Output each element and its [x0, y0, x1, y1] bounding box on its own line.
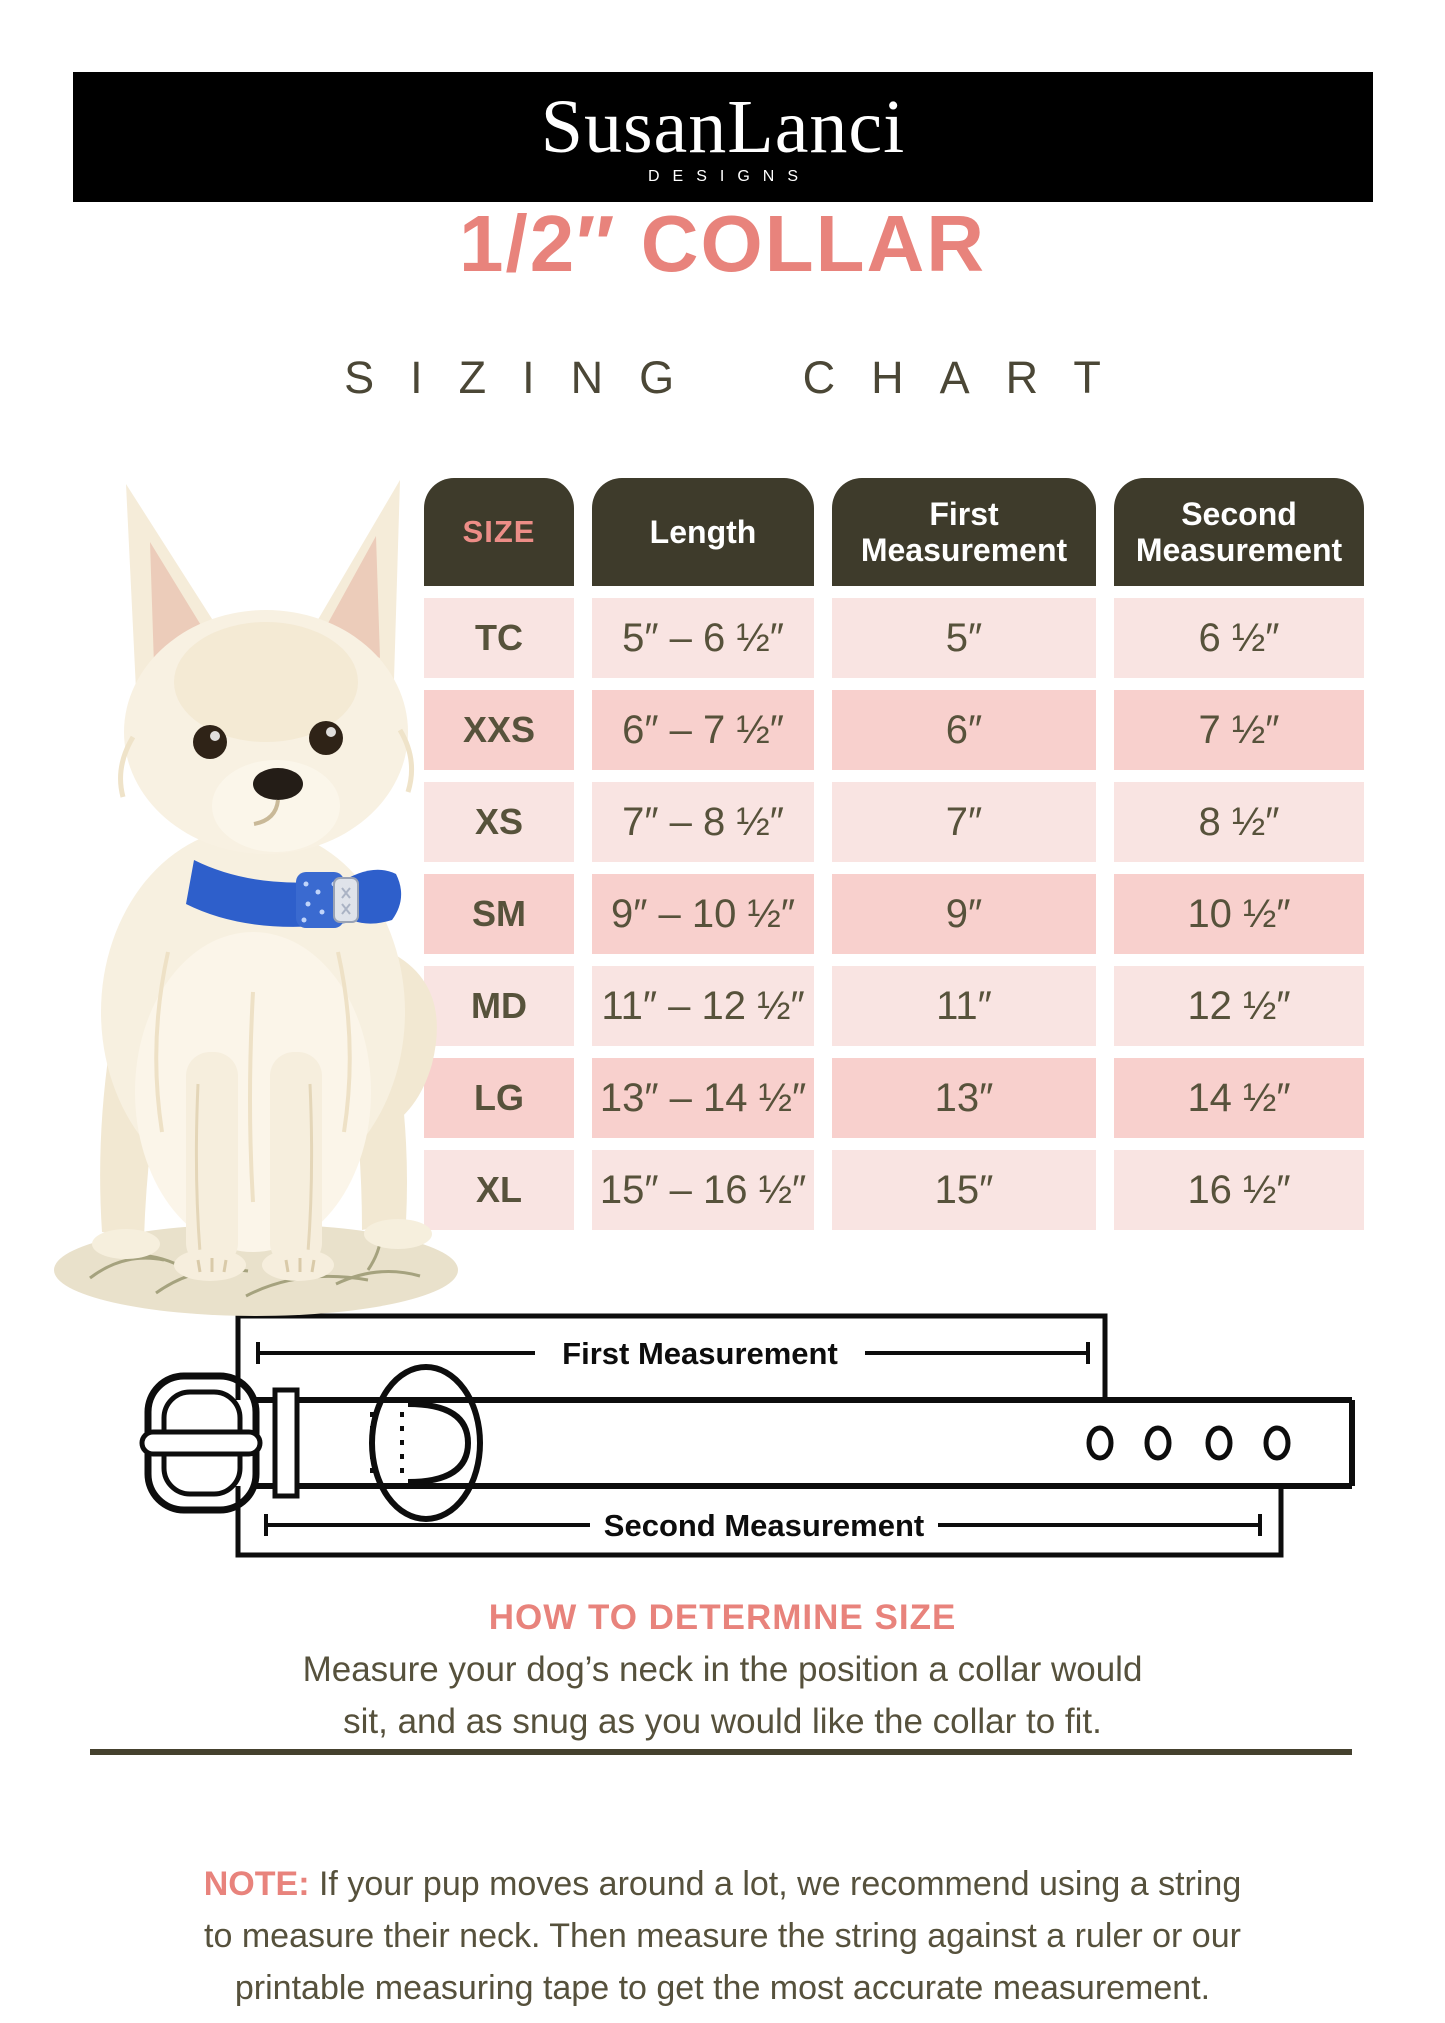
- column-header-second: Second Measurement: [1114, 478, 1364, 586]
- cell-first: 13″: [832, 1058, 1096, 1138]
- note-line3: printable measuring tape to get the most accurate measurement.: [234, 1969, 1211, 2007]
- column-header-size: SIZE: [424, 478, 574, 586]
- column-header-first: First Measurement: [832, 478, 1096, 586]
- dog-front-leg-left: [186, 1052, 238, 1267]
- table-row-tc: [424, 598, 1364, 678]
- dog-front-leg-right: [270, 1052, 322, 1267]
- cell-length: 15″ – 16 ½″: [592, 1150, 814, 1230]
- cell-first: 6″: [832, 690, 1096, 770]
- cell-size: MD: [424, 966, 574, 1046]
- brand-logo: SusanLanci: [540, 84, 906, 169]
- dog-nose: [253, 768, 303, 800]
- cell-first: 11″: [832, 966, 1096, 1046]
- table-body: [424, 598, 1364, 1230]
- cell-length: 6″ – 7 ½″: [592, 690, 814, 770]
- eye-highlight-left: [210, 731, 220, 741]
- cell-size: XS: [424, 782, 574, 862]
- cell-second: 6 ½″: [1114, 598, 1364, 678]
- table-row-xxs: [424, 690, 1364, 770]
- buckle-keeper: [275, 1390, 297, 1496]
- d-ring-inner: [408, 1404, 468, 1482]
- note-line1-text: If your pup moves around a lot, we recommend using a string: [318, 1865, 1242, 1903]
- cell-first: 5″: [832, 598, 1096, 678]
- cell-length: 13″ – 14 ½″: [592, 1058, 814, 1138]
- cell-size: LG: [424, 1058, 574, 1138]
- table-row-lg: [424, 1058, 1364, 1138]
- cell-size: XL: [424, 1150, 574, 1230]
- note-label: NOTE:: [203, 1865, 310, 1903]
- dog-back-paw-right: [364, 1219, 432, 1249]
- dog-back-paw-left: [92, 1229, 160, 1259]
- cell-size: SM: [424, 874, 574, 954]
- cell-length: 11″ – 12 ½″: [592, 966, 814, 1046]
- cell-length: 9″ – 10 ½″: [592, 874, 814, 954]
- second-measurement-label: Second Measurement: [603, 1508, 925, 1543]
- cell-length: 5″ – 6 ½″: [592, 598, 814, 678]
- how-to-heading: HOW TO DETERMINE SIZE: [488, 1598, 957, 1637]
- cell-first: 9″: [832, 874, 1096, 954]
- cell-first: 7″: [832, 782, 1096, 862]
- note-line2: to measure their neck. Then measure the string against a ruler or our: [204, 1917, 1241, 1955]
- cell-second: 12 ½″: [1114, 966, 1364, 1046]
- table-header-row: [424, 478, 1364, 586]
- d-ring-outer: [372, 1367, 480, 1519]
- table-row-md: [424, 966, 1364, 1046]
- how-to-line2: sit, and as snug as you would like the collar to fit.: [343, 1702, 1102, 1741]
- brand-bar: [73, 72, 1373, 202]
- dog-photo: [38, 432, 458, 1332]
- cell-second: 14 ½″: [1114, 1058, 1364, 1138]
- first-measurement-label: First Measurement: [562, 1336, 838, 1371]
- dog-eye-left: [193, 725, 227, 759]
- cell-second: 10 ½″: [1114, 874, 1364, 954]
- table-row-xs: [424, 782, 1364, 862]
- buckle-prong: [142, 1432, 260, 1454]
- belt-strap: [186, 1400, 1352, 1486]
- cell-size: TC: [424, 598, 574, 678]
- dog-front-paw-right: [262, 1249, 334, 1281]
- collar-diagram: [90, 1300, 1360, 1570]
- sizing-table: [424, 478, 1364, 1230]
- dog-eye-right: [309, 721, 343, 755]
- brand-tagline: DESIGNS: [647, 167, 811, 185]
- cell-second: 7 ½″: [1114, 690, 1364, 770]
- how-to-line1: Measure your dog’s neck in the position a collar would: [302, 1650, 1143, 1689]
- note-line1: [0, 1858, 1445, 1910]
- section-divider: [90, 1749, 1352, 1755]
- table-row-sm: [424, 874, 1364, 954]
- bow-crystal: [334, 878, 358, 922]
- cell-second: 8 ½″: [1114, 782, 1364, 862]
- cell-second: 16 ½″: [1114, 1150, 1364, 1230]
- note-block: [0, 1858, 1445, 2014]
- dog-chest: [135, 932, 371, 1252]
- collar-bow: [296, 870, 401, 928]
- page-subtitle: SIZING CHART: [344, 352, 1137, 403]
- page-title: 1/2″ COLLAR: [458, 199, 987, 288]
- cell-first: 15″: [832, 1150, 1096, 1230]
- collar-holes: [1089, 1428, 1288, 1458]
- cell-length: 7″ – 8 ½″: [592, 782, 814, 862]
- cell-size: XXS: [424, 690, 574, 770]
- how-to-body: [0, 1644, 1445, 1748]
- eye-highlight-right: [326, 727, 336, 737]
- dog-front-paw-left: [174, 1249, 246, 1281]
- column-header-length: Length: [592, 478, 814, 586]
- table-row-xl: [424, 1150, 1364, 1230]
